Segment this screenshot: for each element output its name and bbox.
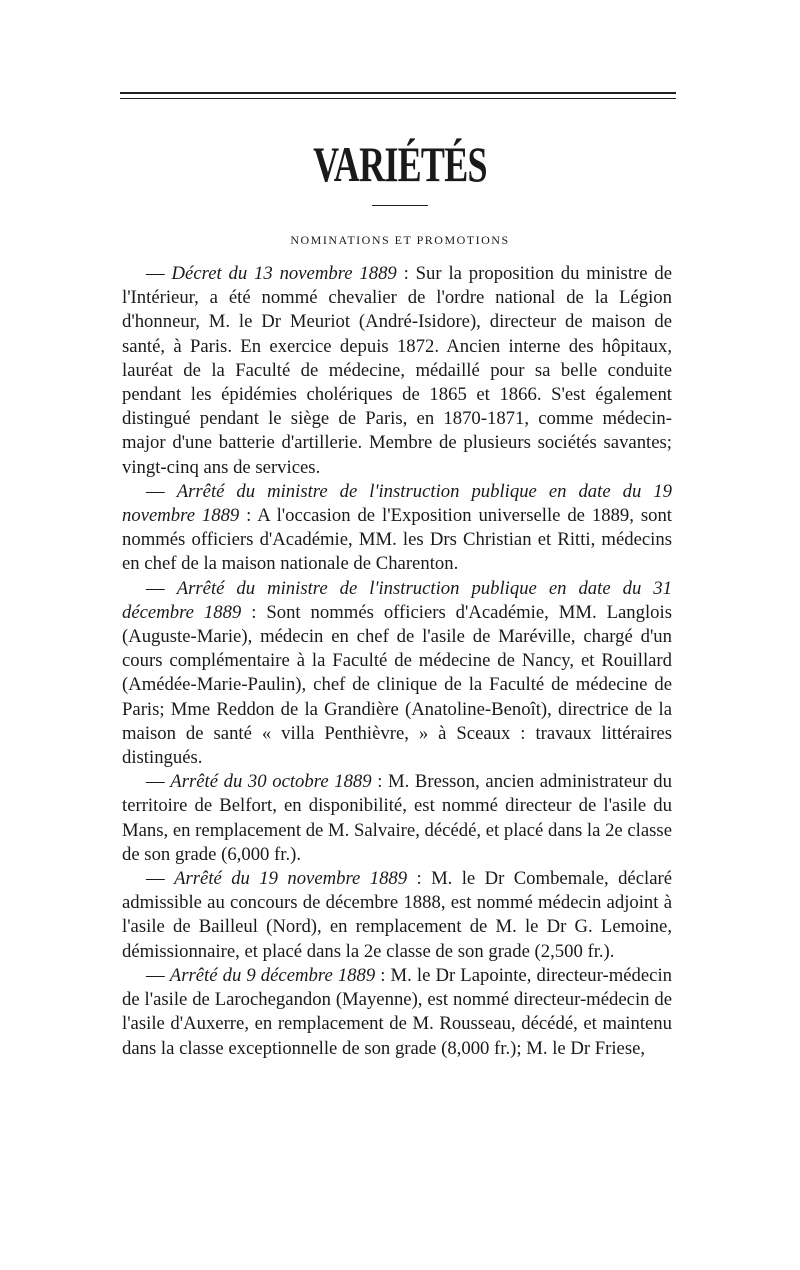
paragraph-text: : M. le Dr Combemale, déclaré admissible au concours de décembre 1888, est nommé médecin adjoint à l'asile de Bailleul (Nord), en remplacement de M. le Dr G. Lemoine, démissionnaire, et placé dans la 2e classe de son grade (2,500 fr.).: [122, 868, 673, 962]
article-body: [122, 262, 672, 1061]
paragraph-text: : A l'occasion de l'Exposition universelle de 1889, sont nommés officiers d'Académie, MM. les Drs Christian et Ritti, médecins en chef de la maison nationale de Charenton.: [122, 505, 672, 575]
section-subtitle: NOMINATIONS ET PROMOTIONS: [290, 233, 510, 247]
title-divider: [372, 205, 428, 206]
paragraph: — Arrêté du ministre de l'instruction publique en date du 19 novembre 1889 : A l'occasion de l'Exposition universelle de 1889, sont nommés officiers d'Académie, MM. les Drs Christian et Ritti, médecins en chef de la maison nationale de Charenton.: [122, 480, 672, 575]
paragraph-lead: Arrêté du 19 novembre 1889: [174, 868, 408, 890]
paragraph-text: : M. Bresson, ancien administrateur du territoire de Belfort, en disponibilité, est nommé directeur de l'asile du Mans, en remplacement de M. Salvaire, décédé, et placé dans la 2e classe de son grade (6,000 fr.).: [122, 771, 673, 865]
paragraph-text: : Sont nommés officiers d'Académie, MM. Langlois (Auguste-Marie), médecin en chef de l'asile de Maréville, chargé d'un cours complémentaire à la Faculté de médecine de Nancy, et Rouillard (Amédée-Marie-Paulin), chef de clinique de la Faculté de médecine de Paris; Mme Reddon de la Grandière (Anatoline-Benoît), directrice de la maison de santé « villa Penthièvre, » à Sceaux : travaux littéraires distingués.: [122, 601, 672, 769]
paragraph: — Arrêté du 19 novembre 1889 : M. le Dr Combemale, déclaré admissible au concours de décembre 1888, est nommé médecin adjoint à l'asile de Bailleul (Nord), en remplacement de M. le Dr G. Lemoine, démissionnaire, et placé dans la 2e classe de son grade (2,500 fr.).: [122, 868, 673, 962]
paragraph-text: : Sur la proposition du ministre de l'Intérieur, a été nommé chevalier de l'ordre national de la Légion d'honneur, M. le Dr Meuriot (André-Isidore), directeur de maison de santé, à Paris. En exercice depuis 1872. Ancien interne des hôpitaux, lauréat de la Faculté de médecine, médaillé pour sa belle conduite pendant les épidémies cholériques de 1865 et 1866. S'est également distingué pendant le siège de Paris, en 1870-1871, comme médecin-major d'une batterie d'artillerie. Membre de plusieurs sociétés savantes; vingt-cinq ans de services.: [122, 263, 673, 478]
paragraph: — Arrêté du 30 octobre 1889 : M. Bresson, ancien administrateur du territoire de Belfort, en disponibilité, est nommé directeur de l'asile du Mans, en remplacement de M. Salvaire, décédé, et placé dans la 2e classe de son grade (6,000 fr.).: [122, 771, 673, 865]
paragraph-lead: Arrêté du ministre de l'instruction publique en date du 19 novembre 1889: [122, 480, 672, 527]
top-double-rule-thin: [120, 98, 676, 99]
paragraph-text: : M. le Dr Lapointe, directeur-médecin de l'asile de Larochegandon (Mayenne), est nommé directeur-médecin de l'asile d'Auxerre, en remplacement de M. Rousseau, décédé, et maintenu dans la classe exceptionnelle de son grade (8,000 fr.); M. le Dr Friese,: [122, 964, 673, 1059]
paragraph: — Arrêté du 9 décembre 1889 : M. le Dr Lapointe, directeur-médecin de l'asile de Larochegandon (Mayenne), est nommé directeur-médecin de l'asile d'Auxerre, en remplacement de M. Rousseau, décédé, et maintenu dans la classe exceptionnelle de son grade (8,000 fr.); M. le Dr Friese,: [122, 964, 673, 1059]
top-double-rule: [120, 92, 676, 94]
section-title: VARIÉTÉS: [313, 136, 487, 192]
paragraph: — Décret du 13 novembre 1889 : Sur la proposition du ministre de l'Intérieur, a été nommé chevalier de l'ordre national de la Légion d'honneur, M. le Dr Meuriot (André-Isidore), directeur de maison de santé, à Paris. En exercice depuis 1872. Ancien interne des hôpitaux, lauréat de la Faculté de médecine, médaillé pour sa belle conduite pendant les épidémies cholériques de 1865 et 1866. S'est également distingué pendant le siège de Paris, en 1870-1871, comme médecin-major d'une batterie d'artillerie. Membre de plusieurs sociétés savantes; vingt-cinq ans de services.: [122, 263, 673, 478]
paragraph-lead: Arrêté du 30 octobre 1889: [170, 771, 372, 793]
paragraph-lead: Décret du 13 novembre 1889: [171, 263, 397, 284]
paragraph: — Arrêté du ministre de l'instruction publique en date du 31 décembre 1889 : Sont nommés officiers d'Académie, MM. Langlois (Auguste-Marie), médecin en chef de l'asile de Maréville, chargé d'un cours complémentaire à la Faculté de médecine de Nancy, et Rouillard (Amédée-Marie-Paulin), chef de clinique de la Faculté de médecine de Paris; Mme Reddon de la Grandière (Anatoline-Benoît), directrice de la maison de santé « villa Penthièvre, » à Sceaux : travaux littéraires distingués.: [122, 577, 672, 769]
paragraph-lead: Arrêté du ministre de l'instruction publique en date du 31 décembre 1889: [122, 577, 672, 623]
paragraph-lead: Arrêté du 9 décembre 1889: [169, 964, 376, 986]
